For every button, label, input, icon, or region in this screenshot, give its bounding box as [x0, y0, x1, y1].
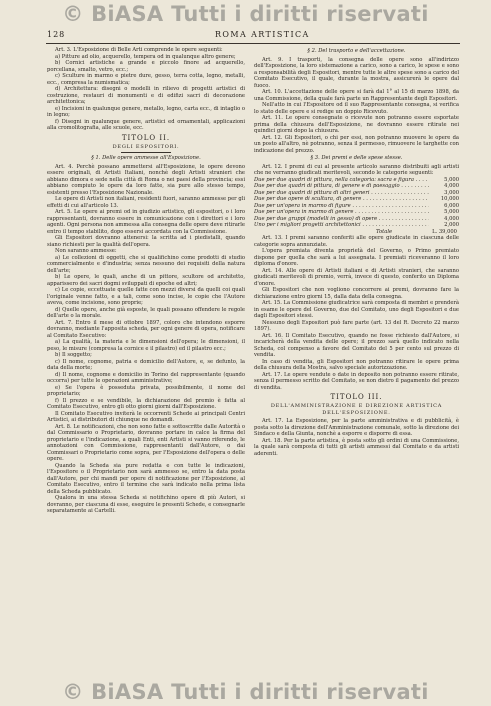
total-amount: L. 39,000 [432, 228, 457, 235]
section-divider [121, 152, 171, 153]
list-item: a) Pitture ad olio, acquerello, tempera od in qualunque altro genere; [55, 53, 236, 60]
page-number: 128 [47, 30, 66, 39]
list-item: b) Il soggetto; [55, 352, 92, 358]
titolo-iii-heading: TITOLO III. [330, 393, 383, 401]
list-item: d) Quelle opere, anche già esposte, le quali possano offendere le regole dell'arte o la morale. [47, 306, 245, 319]
list-item: c) Il nome, cognome, patria e domicilio dell'Autore, e, se defunto, la data della morte; [47, 358, 245, 371]
article-11-b: Art. 12. Gli Espositori, o chi per essi, non potranno muovere le opere da un posto all'altro, nè potranno, senza il permesso, rimuovere le targhette con indicazione del prezzo. [254, 134, 459, 154]
prize-label: Due per un'opera in marmo di genere . . . [254, 209, 429, 216]
header-rule [46, 43, 460, 44]
list-item: a) La qualità, la materia e le dimensioni dell'opera; le dimensioni, il peso, le misure (compresa la cornice e il pilastro) ed il pilastro ecc.; [47, 339, 245, 352]
non-ammesse-label: Non saranno ammesse: [55, 248, 117, 254]
prize-amount: 4,000 [444, 183, 459, 189]
prize-amount: 10,000 [440, 196, 459, 202]
article-14: Art. 14. Alle opere di Artisti italiani e di Artisti stranieri, che saranno giudicati meritevoli di premio, verrà, invece di questo, conferito un Diploma d'onore. [254, 267, 459, 287]
section-1-heading: § 1. Delle opere ammesse all'Esposizione. [91, 155, 201, 161]
article-8-b: Quando la Scheda sia pure redatta e con tutte le indicazioni, l'Espositore o il Proprietario non sarà ammesso se, entro la data posta dall'Autore, per chi mandi per opere di notificazione per l'Esposizione, al Comitato Esecutivo, entro il termine che sarà indicato nella prima lista della Scheda pubblicato. [47, 462, 245, 495]
watermark-bottom: © BiASA Tutti i diritti riservati [62, 680, 429, 704]
prize-amount: 6,000 [444, 202, 459, 209]
list-item: b) Le opere, le quali, anche di un pittore, scultore od architetto, apparissero dei sacri dogmi sviluppati di epoche ed altri; [47, 274, 245, 287]
watermark-top: © BiASA Tutti i diritti riservati [62, 2, 429, 26]
article-10-b: Nell'atto in cui l'Espositore od il suo Rappresentante consegna, si verifica lo stato delle opere e si redige un doppio Ricevuto. [254, 102, 459, 115]
article-7: Art. 7. Entro il mese di ottobre 1897, coloro che intendono esporre dovranno, mediante l'apposita scheda, per ogni genere di opera, notificare al Comitato Esecutivo: [47, 319, 245, 339]
list-item: d) Architettura: disegni o modelli in rilievo di progetti artistici di costruzione, restauri di monumenti e di edifizi sacri di decorazione architettonica; [47, 86, 245, 105]
article-17: Art. 17. Le opere vendute o date in deposito non potranno essere ritirate, senza il permesso scritto del Comitato, se non dietro il pagamento del prezzo di vendita. [254, 371, 459, 391]
article-13-b: L'opera premiata diventa proprietà del Governo, o Primo premiato dispone per quella che sarà a lui assegnata. I premiati riceveranno il loro diploma d'onore. [254, 248, 459, 267]
prize-label: Due per due quadri di pittura, di genere e di paesaggio . . . [254, 183, 429, 190]
article-11: Art. 11. Le opere consegnate o ricevute non potranno essere esportate prima della chiusura dell'Esposizione, ne dovranno essere ritirate nei quindici giorni dopo la chiusura. [254, 115, 459, 134]
section-2-heading: § 2. Del trasporto e dell'accettazione. [307, 48, 406, 54]
article-12: Art. 12. I premi di cui al presente articolo saranno distribuiti agli artisti che ne verranno giudicati meritevoli, secondo le categorie seguenti: [254, 163, 459, 176]
prize-amount: 5,000 [444, 176, 459, 183]
prize-row [254, 222, 459, 229]
article-18: Art. 17. La Esposizione, per la parte amministrativa e di pubblicità, è posta sotto la direzione dell'Amministrazione comunale, sotto la direzione dei Sindaco e della Giunta, nonchè a esporre e disporre di essa. [254, 418, 459, 437]
list-item: e) Se l'opera è posseduta privata, possibilmente, il nome del proprietario; [47, 384, 245, 397]
article-5-b: Gli Espositori dovranno attenersi: la scritta ad i piedistalli, quando siano richiesti per la qualità dell'opera. [47, 235, 245, 248]
right-column [254, 47, 459, 672]
article-5: Art. 5. Le opere ai premi od in giudizio artistico, gli espositori, o i loro rappresentanti, dovranno essere in comunicazione con i direttori e i loro agenti. Ogni persona non ammessa alla consegna delle opere deve ritirarle entro il tempo stabilito, dopo essersi accordata con la Commissione. [47, 209, 245, 235]
list-item: c) Sculture in marmo e pietre dure, gesso, terra cotta, legno, metalli, ecc., compresa la numismatica; [47, 73, 245, 86]
prize-label: Due per due opere di scultura, di genere . . . [254, 196, 429, 203]
article-14-b: Gli Espositori che non vogliono concorrere ai premi, dovranno fare la dichiarazione entro giorni 15, dalla data della consegna. [254, 287, 459, 300]
list-item: f) Il prezzo e se vendibile, la dichiarazione del premio è fatta al Comitato Esecutivo, entro gli otto giorni giorni dall'Esposizione. [47, 397, 245, 410]
prize-amount: 4,000 [444, 215, 459, 222]
section-3-heading: § 3. Dei premi e delle spese stesse. [310, 155, 403, 161]
prize-amount: 3,000 [444, 189, 459, 196]
titolo-iii-subheading: DELL'AMMINISTRAZIONE E DIREZIONE ARTISTICA DELL'ESPOSIZIONE. [270, 403, 443, 416]
article-18-b: Art. 18. Per la parte artistica, è posta sotto gli ordini di una Commissione, la quale sarà composta di tutti gli artisti ammessi dal Comitato e da artisti aderenti. [254, 437, 459, 457]
prize-label: Due per due quadri di pittura di altri generi . . . [254, 190, 429, 197]
titolo-ii-subheading: DEGLI ESPOSITORI. [112, 143, 180, 150]
prize-label: Due per un'opera in marmo di figure . . . [254, 203, 429, 210]
list-item: a) Le collezioni di oggetti, che si qualifichino come prodotti di studio commercialmente e d'industria; senza nessuno dei requisiti della natura dell'arte; [47, 254, 245, 274]
article-16: Art. 16. Il Comitato Esecutivo, quando ne fosse richiesto dall'Autore, si incaricherà della vendita delle opere; il prezzo sarà quello indicato nella Scheda, col compenso a favore del Comitato del 5 per cento sul prezzo di vendita. [254, 332, 459, 358]
prize-list [254, 177, 459, 229]
article-3: Art. 3. L'Esposizione di Belle Arti comprende le opere seguenti: [55, 47, 223, 53]
article-8-c: Qualora in una stessa Scheda si notifichino opere di più Autori, si dovranno, per ciascuna di esse, eseguire le presenti Schede, e consegnarle separatamente ai Cartelli. [47, 495, 245, 514]
article-4: Art. 4. Perchè possano ammettersi all'Esposizione, le opere devono essere originali, di Artisti Italiani, nonchè degli Artisti stranieri che abbiano dimora e sede nella città di Roma o nei paesi della provincia; essi abbiano compiuto le opere da loro fatte, sia pure allo stesso tempo, esistenti presso l'Esposizione Nazionale. [47, 163, 245, 196]
article-9: Art. 9. I trasporti, la consegna delle opere sono all'indirizzo dell'Esposizione, la loro sistemazione a carico, sono a carico, le spese e sono a responsabilità degli Espositori, mentre tutte le altre spese sono a carico del Comitato Esecutivo, il quale, durante la mostra, assicurerà le opere dal fuoco. [254, 56, 459, 89]
article-7-b: Il Comitato Esecutivo inviterà le occorrenti Schede ai principali Centri Artistici, ai distributori di chiunque ne domandi. [47, 410, 245, 423]
left-column [47, 47, 245, 672]
article-8: Art. 8. Le notificazioni, che non sono fatte e sottoscritte dalle Autorità o dal Commissario o Proprietario, dovranno portare in calce la firma del proprietario e l'indicazione, a quali Enti, enti Artisti si vanno riferendo, le annotazioni con Commissione, rappresentanti dall'Autore, o dai Commissari o Proprietario come sopra, per l'Esposizione dell'opera o delle opere. [47, 423, 245, 462]
prize-amount: 5,000 [444, 209, 459, 215]
prize-label: Uno per i migliori progetti architettonici . . . [254, 222, 429, 229]
list-item: d) Il nome, cognome e domicilio in Torino del rappresentante (quando occorra) per tutte le operazioni amministrative; [47, 371, 245, 384]
running-header: ROMA ARTISTICA [215, 30, 310, 39]
article-15: Art. 15. La Commissione giudicatrice sarà composta di membri e prenderà in esame le opere del Governo, due del Comitato, uno degli Espositori e due dagli Espositori stessi. [254, 300, 459, 319]
article-16-b: In caso di vendita, gli Espositori non potranno ritirare le opere prima della chiusura della Mostra, salvo speciale autorizzazione. [254, 358, 459, 371]
total-label: Totale [376, 228, 393, 235]
prize-label: Due per due quadri di pittura, nella categoria: sacra e figura . . . [254, 177, 429, 184]
titolo-ii-heading: TITOLO II. [121, 133, 171, 142]
prize-amount: 2,000 [444, 222, 459, 228]
prize-label: Due per due gruppi (modelli in gesso) di opere . . . [254, 216, 429, 223]
article-4-b: Le opere di Artisti non italiani, residenti fuori, saranno ammesse per gli effetti di cui all'articolo 13. [47, 196, 245, 209]
article-13: Art. 13. I premi saranno conferiti alle opere giudicate in ciascuna delle categorie sopra annunziate. [254, 235, 459, 248]
list-item: b) Cornici artistiche a grande e piccolo finore ad acquerello, porcellana, smalto, vetro, ecc.; [47, 60, 245, 73]
list-item: f) Disegni in qualunque genere, artistici ed ornamentali, applicazioni alla cromolitografia, alle scuole, ecc. [47, 118, 245, 131]
article-15-b: Nessuno degli Espositori può fare parte (art. 13 del R. Decreto 22 marzo 1897). [254, 319, 459, 332]
list-item: e) Incisioni in qualunque genere, metallo, legno, carta ecc., di intaglio o in legno; [47, 105, 245, 118]
article-10: Art. 10. L'accettazione delle opere si farà dal 1° al 15 di marzo 1898, da una Commissione, della quale farà parte un Rappresentante degli Espositori. [254, 89, 459, 102]
list-item: c) Le copie, eccettuate quelle fatte con mezzi diversi da quelli coi quali l'originale venne fatto, e a tali, come sono incise, le copie che l'Autore aveva, come incisione, sono proprie; [47, 287, 245, 306]
